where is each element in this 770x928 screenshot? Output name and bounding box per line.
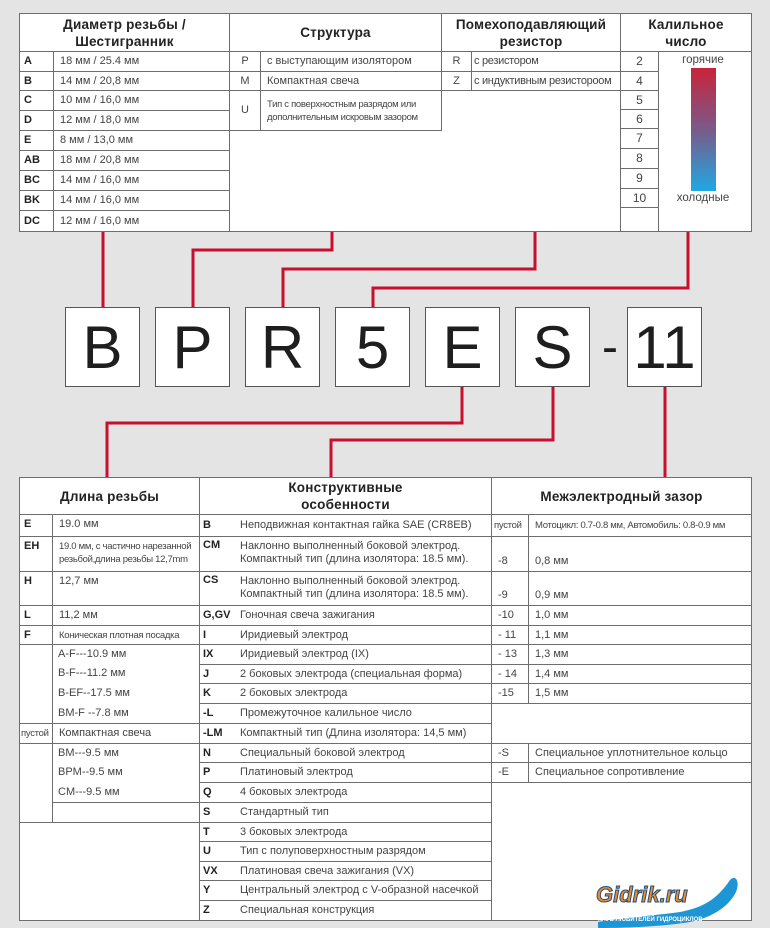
feature-code: CM — [203, 539, 221, 551]
feature-code: -L — [203, 707, 214, 719]
length-header: Длина резьбы — [19, 477, 200, 515]
feature-code: T — [203, 825, 210, 838]
resistor-value: с индуктивным резистороом — [471, 71, 621, 91]
gap-value: 1,1 мм — [528, 625, 752, 645]
structure-value: с выступающим изолятором — [260, 51, 442, 72]
gap-value: Специальное уплотнительное кольцо — [528, 743, 752, 763]
gap-code: -15 — [491, 683, 529, 704]
heat-gradient-bar — [691, 68, 716, 191]
feature-value: 4 боковых электрода — [199, 782, 492, 803]
resistor-value: с резистором — [471, 51, 621, 72]
thread-code: A — [19, 51, 54, 72]
feature-value: 2 боковых электрода — [199, 683, 492, 704]
gap-code: пустой — [491, 514, 529, 537]
gap-value: Специальное сопротивление — [528, 762, 752, 783]
code-box-resistor: R — [245, 307, 320, 387]
length-code: пустой — [19, 723, 53, 744]
thread-value: 12 мм / 16,0 мм — [53, 210, 230, 232]
heat-number: 10 — [620, 188, 659, 208]
thread-code: C — [19, 90, 54, 111]
code-box-gap: 11 — [627, 307, 702, 387]
feature-code: P — [203, 766, 211, 778]
hot-label: горячие — [682, 54, 724, 66]
feature-value: Наклонно выполненный боковой электрод. Компактный тип (длина изолятора: 18.5 мм). — [199, 536, 492, 572]
length-sub-item: BM---9.5 мм — [58, 746, 119, 759]
gidrik-logo — [590, 872, 740, 928]
structure-header: Структура — [229, 13, 442, 52]
gap-value: 1,3 мм — [528, 644, 752, 665]
gap-value: 1,5 мм — [528, 683, 752, 704]
connector-length — [107, 387, 462, 477]
feature-code: IX — [203, 648, 214, 660]
features-header: Конструктивные особенности — [199, 477, 492, 515]
length-code: EH — [19, 536, 53, 572]
thread-code: E — [19, 130, 54, 151]
feature-code: VX — [203, 864, 218, 877]
feature-code: K — [203, 687, 211, 699]
resistor-header: Помехоподавляющий резистор — [441, 13, 621, 52]
feature-value: Тип с полуповерхностным разрядом — [199, 841, 492, 862]
thread-value: 14 мм / 16,0 мм — [53, 190, 230, 211]
length-value: 19.0 мм — [52, 514, 200, 537]
length-value: Компактная свеча — [52, 723, 200, 744]
gap-code: -S — [491, 743, 529, 763]
length-code: F — [19, 625, 53, 645]
thread-value: 18 мм / 25.4 мм — [53, 51, 230, 72]
length-sub-item: BPM--9.5 мм — [58, 766, 123, 779]
feature-code: CS — [203, 574, 219, 586]
svg-text:Gidrik.ru: Gidrik.ru — [596, 882, 688, 907]
feature-value: Иридиевый электрод — [199, 625, 492, 645]
thread-code: B — [19, 71, 54, 91]
feature-code: Z — [203, 904, 210, 916]
thread-header: Диаметр резьбы / Шестигранник — [19, 13, 230, 52]
feature-code: Y — [203, 884, 211, 896]
feature-value: Неподвижная контактная гайка SAE (CR8EB) — [199, 514, 492, 537]
gap-code: - 11 — [491, 625, 529, 645]
feature-code: -LM — [203, 727, 223, 739]
gap-value: 1,0 мм — [528, 605, 752, 626]
length-value: 19.0 мм, с частично нарезанной резьбой,длина резьбы 12,7mm — [52, 536, 200, 572]
heat-header: Калильное число — [620, 13, 752, 52]
feature-code: B — [203, 519, 211, 531]
gap-value: Мотоцикл: 0.7-0.8 мм, Автомобиль: 0.8-0.9 мм — [528, 514, 752, 537]
feature-code: Q — [203, 786, 212, 798]
length-sub-item: B-F---11.2 мм — [58, 667, 126, 680]
gap-value: 0,8 мм — [528, 536, 752, 572]
code-dash: - — [602, 321, 618, 374]
feature-value: Платиновая свеча зажигания (VX) — [199, 861, 492, 881]
svg-text:КЛУБ ЛЮБИТЕЛЕЙ ГИДРОЦИКЛОВ: КЛУБ ЛЮБИТЕЛЕЙ ГИДРОЦИКЛОВ — [598, 917, 703, 923]
gap-code: - 13 — [491, 644, 529, 665]
feature-value: Специальная конструкция — [199, 900, 492, 921]
heat-number: 9 — [620, 168, 659, 189]
gap-code: -E — [491, 762, 529, 783]
feature-value: Иридиевый электрод (IX) — [199, 644, 492, 665]
cold-label: холодные — [676, 192, 730, 204]
code-box-thread: B — [65, 307, 140, 387]
thread-code: BK — [19, 190, 54, 211]
heat-number: 2 — [620, 51, 659, 72]
gap-code: -8 — [491, 536, 529, 572]
thread-value: 18 мм / 20,8 мм — [53, 150, 230, 171]
structure-value: Тип с поверхностным разрядом или дополнительным искровым зазором — [260, 90, 442, 131]
feature-code: I — [203, 628, 207, 641]
resistor-code: R — [441, 51, 472, 72]
heat-number: 7 — [620, 128, 659, 149]
resistor-code: Z — [441, 71, 472, 91]
length-code: L — [19, 605, 53, 626]
heat-number-empty — [620, 207, 659, 232]
gap-code: -9 — [491, 571, 529, 606]
code-box-heat: 5 — [335, 307, 410, 387]
length-code-empty — [19, 644, 53, 724]
code-box-structure: P — [155, 307, 230, 387]
feature-value: Платиновый электрод — [199, 762, 492, 783]
length-value: 12,7 мм — [52, 571, 200, 606]
feature-value: Промежуточное калильное число — [199, 703, 492, 724]
heat-number: 4 — [620, 71, 659, 91]
gap-code: -10 — [491, 605, 529, 626]
length-sub-item: BM-F --7.8 мм — [58, 706, 129, 719]
feature-code: S — [203, 806, 211, 818]
feature-code: N — [203, 746, 211, 759]
gap-value: 0,9 мм — [528, 571, 752, 606]
thread-value: 12 мм / 18,0 мм — [53, 110, 230, 131]
thread-value: 10 мм / 16,0 мм — [53, 90, 230, 111]
length-sub-item: A-F---10.9 мм — [58, 647, 127, 660]
feature-value: Специальный боковой электрод — [199, 743, 492, 763]
length-sub-item: B-EF--17.5 мм — [58, 687, 130, 699]
length-sub-item: CM---9.5 мм — [58, 785, 120, 798]
length-value: Коническая плотная посадка — [52, 625, 200, 645]
gap-code: - 14 — [491, 664, 529, 684]
feature-value: Наклонно выполненный боковой электрод. Компактный тип (длина изолятора: 18.5 мм). — [199, 571, 492, 606]
thread-code: DC — [19, 210, 54, 232]
code-box-length: E — [425, 307, 500, 387]
gap-empty-row — [491, 703, 752, 744]
thread-code: AB — [19, 150, 54, 171]
heat-number: 6 — [620, 109, 659, 129]
heat-number: 8 — [620, 148, 659, 169]
length-value: 11,2 мм — [52, 605, 200, 626]
length-code: E — [19, 514, 53, 537]
connector-feature — [331, 387, 553, 477]
thread-value: 14 мм / 16,0 мм — [53, 170, 230, 191]
feature-value: 3 боковых электрода — [199, 822, 492, 842]
feature-code: J — [203, 667, 210, 680]
connector-resistor — [283, 231, 535, 307]
length-empty-row — [52, 802, 200, 823]
gap-value: 1,4 мм — [528, 664, 752, 684]
structure-value: Компактная свеча — [260, 71, 442, 91]
heat-number: 5 — [620, 90, 659, 110]
length-code: H — [19, 571, 53, 606]
structure-code: M — [229, 71, 261, 91]
feature-code: G,GV — [203, 609, 231, 621]
feature-value: Гоночная свеча зажигания — [199, 605, 492, 626]
thread-code: BC — [19, 170, 54, 191]
structure-code: U — [229, 90, 261, 131]
feature-value: Стандартный тип — [199, 802, 492, 823]
code-box-feature: S — [515, 307, 590, 387]
length-code-empty — [19, 743, 53, 823]
feature-code: U — [203, 845, 211, 857]
thread-value: 14 мм / 20,8 мм — [53, 71, 230, 91]
structure-code: P — [229, 51, 261, 72]
feature-value: Компактный тип (Длина изолятора: 14,5 мм) — [199, 723, 492, 744]
thread-value: 8 мм / 13,0 мм — [53, 130, 230, 151]
gap-header: Межэлектродный зазор — [491, 477, 752, 515]
thread-code: D — [19, 110, 54, 131]
feature-value: Центральный электрод с V-образной насечкой — [199, 880, 492, 901]
feature-value: 2 боковых электрода (специальная форма) — [199, 664, 492, 684]
